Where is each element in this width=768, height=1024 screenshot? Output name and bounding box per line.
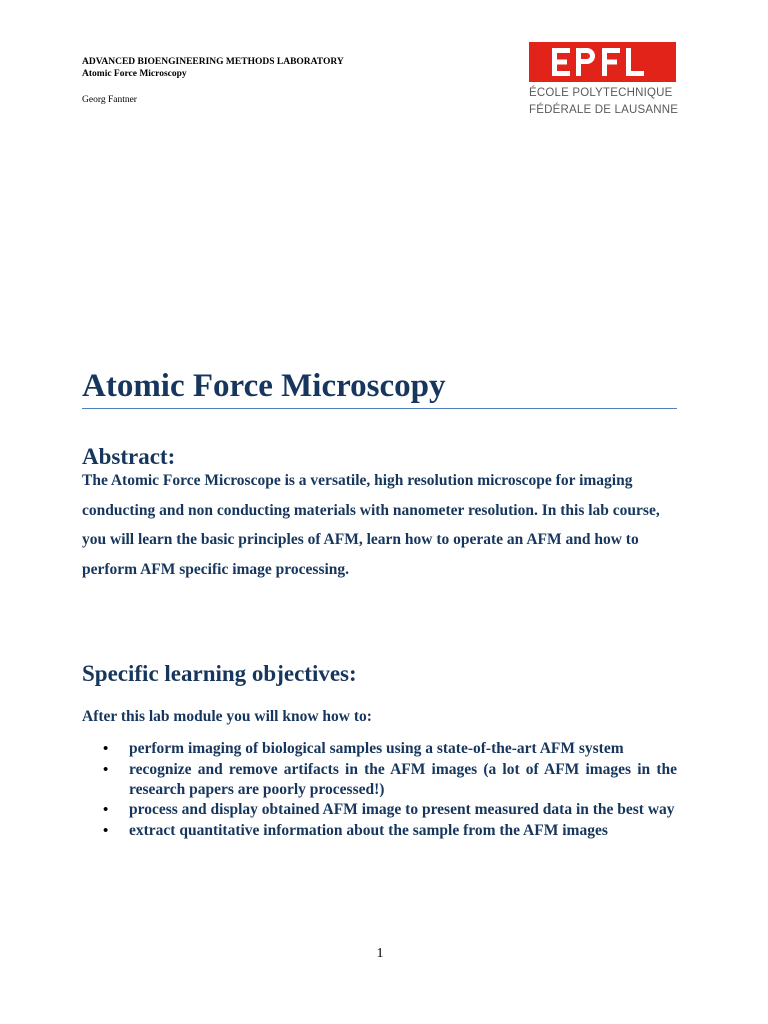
- document-title: Atomic Force Microscopy: [82, 366, 677, 409]
- bullet-icon: •: [103, 761, 109, 778]
- epfl-logo: [529, 42, 679, 116]
- objectives-heading: Specific learning objectives:: [82, 661, 357, 686]
- author-name: Georg Fantner: [82, 95, 137, 105]
- list-item: [82, 821, 677, 841]
- list-item-text: perform imaging of biological samples using a state-of-the-art AFM system: [129, 740, 624, 757]
- list-item: [82, 800, 677, 820]
- logo-line-1: ÉCOLE POLYTECHNIQUE: [529, 87, 673, 99]
- list-item-text: process and display obtained AFM image to present measured data in the best way: [129, 801, 675, 818]
- bullet-icon: •: [103, 822, 109, 839]
- bullet-icon: •: [103, 802, 109, 818]
- objectives-intro: After this lab module you will know how to:: [82, 708, 372, 725]
- page-header: [82, 56, 344, 106]
- epfl-logo-mark: [529, 42, 676, 82]
- list-item-text: extract quantitative information about the sample from the AFM images: [129, 821, 608, 839]
- bullet-icon: •: [103, 741, 109, 757]
- course-name: Atomic Force Microscopy: [82, 69, 187, 79]
- epfl-logo-graphic: [548, 45, 658, 79]
- list-item: [82, 739, 677, 759]
- lab-name: ADVANCED BIOENGINEERING METHODS LABORATORY: [82, 57, 344, 67]
- abstract-text: The Atomic Force Microscope is a versatile, high resolution microscope for imaging conducting and non conducting materials with nanometer resolution. In this lab course, you will learn the basic principles of AFM, learn how to operate an AFM and how to perform AFM specific image processing.: [82, 472, 660, 578]
- page-number: 1: [376, 946, 384, 961]
- list-item-text: recognize and remove artifacts in the AFM images (a lot of AFM images in the research papers are poorly processed!): [129, 760, 677, 798]
- logo-line-2: FÉDÉRALE DE LAUSANNE: [529, 104, 679, 116]
- objectives-list: [82, 739, 677, 841]
- list-item: [82, 760, 677, 800]
- abstract-heading: Abstract:: [82, 444, 176, 469]
